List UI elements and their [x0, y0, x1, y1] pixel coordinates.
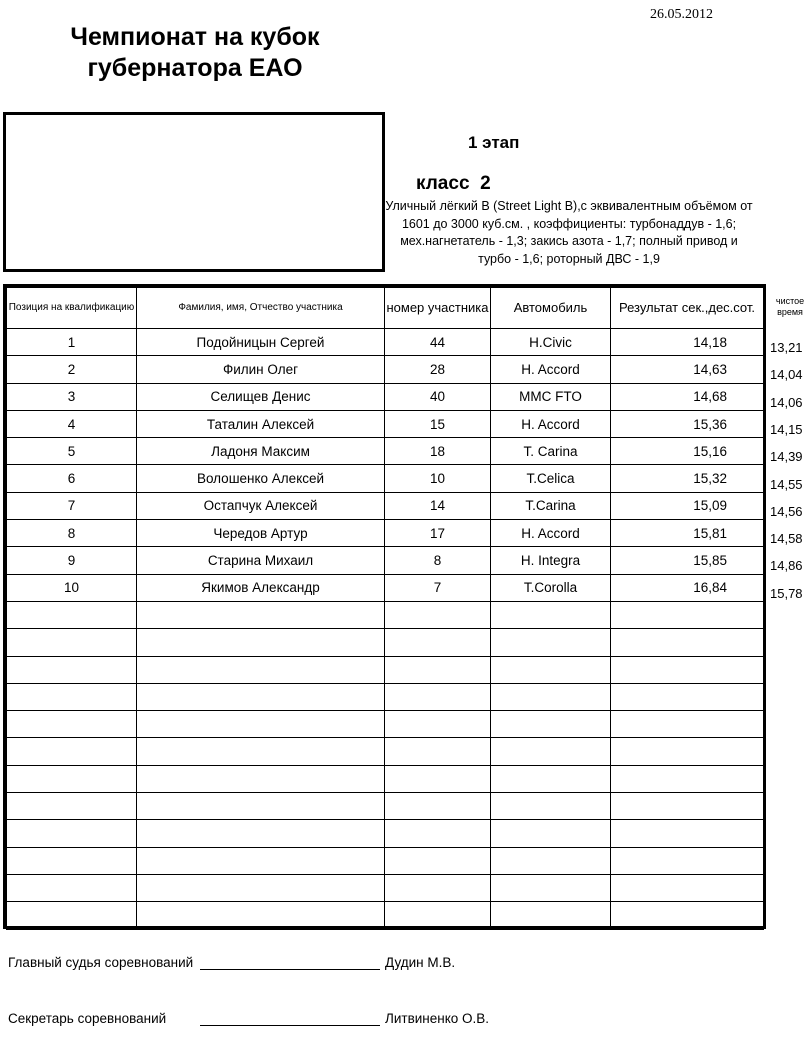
table-row	[7, 465, 764, 492]
table-row	[7, 574, 764, 601]
cell-empty	[611, 847, 764, 874]
table-body	[7, 329, 764, 930]
cell-empty	[611, 902, 764, 929]
cell-empty	[137, 711, 385, 738]
stage-label: 1 этап	[468, 133, 520, 152]
cell-position: 8	[7, 520, 137, 547]
cell-number: 40	[385, 383, 491, 410]
cell-empty	[137, 738, 385, 765]
cell-number: 10	[385, 465, 491, 492]
class-label: класс	[416, 173, 470, 194]
cell-result: 15,36	[611, 410, 764, 437]
clean-time-value: 14,86	[770, 558, 803, 574]
header-result: Результат сек.,дес.сот.	[611, 288, 764, 329]
table-row-empty	[7, 847, 764, 874]
table-row-empty	[7, 902, 764, 929]
cell-empty	[491, 902, 611, 929]
cell-car: H. Accord	[491, 356, 611, 383]
cell-name: Таталин Алексей	[137, 410, 385, 437]
header-position: Позиция на квалификацию	[7, 288, 137, 329]
cell-empty	[611, 793, 764, 820]
cell-empty	[491, 629, 611, 656]
cell-result: 15,32	[611, 465, 764, 492]
results-table	[6, 287, 764, 930]
cell-number: 15	[385, 410, 491, 437]
cell-empty	[611, 601, 764, 628]
cell-position: 5	[7, 438, 137, 465]
cell-empty	[7, 683, 137, 710]
cell-empty	[385, 847, 491, 874]
cell-result: 15,85	[611, 547, 764, 574]
clean-time-value: 14,04	[770, 367, 803, 383]
clean-time-value: 13,21	[770, 340, 803, 355]
table-row	[7, 492, 764, 519]
cell-position: 2	[7, 356, 137, 383]
cell-number: 44	[385, 329, 491, 356]
cell-result: 15,09	[611, 492, 764, 519]
cell-empty	[491, 765, 611, 792]
cell-empty	[385, 874, 491, 901]
cell-empty	[385, 683, 491, 710]
cell-empty	[137, 793, 385, 820]
cell-car: H. Accord	[491, 520, 611, 547]
cell-position: 3	[7, 383, 137, 410]
cell-result: 15,16	[611, 438, 764, 465]
cell-car: H. Accord	[491, 410, 611, 437]
clean-time-value: 14,55	[770, 476, 803, 492]
cell-empty	[137, 847, 385, 874]
cell-name: Остапчук Алексей	[137, 492, 385, 519]
cell-empty	[385, 629, 491, 656]
cell-result: 14,63	[611, 356, 764, 383]
table-row	[7, 383, 764, 410]
table-row	[7, 438, 764, 465]
table-row-empty	[7, 820, 764, 847]
cell-car: MMC FTO	[491, 383, 611, 410]
logo-placeholder-box	[3, 112, 385, 272]
clean-time-header: чистое время	[775, 296, 805, 317]
cell-empty	[611, 765, 764, 792]
cell-empty	[137, 629, 385, 656]
header-car: Автомобиль	[491, 288, 611, 329]
table-row	[7, 356, 764, 383]
cell-empty	[611, 874, 764, 901]
cell-empty	[491, 820, 611, 847]
table-row-empty	[7, 683, 764, 710]
cell-car: T. Carina	[491, 438, 611, 465]
cell-empty	[491, 601, 611, 628]
cell-number: 28	[385, 356, 491, 383]
cell-empty	[385, 656, 491, 683]
cell-empty	[137, 656, 385, 683]
cell-empty	[7, 711, 137, 738]
cell-position: 10	[7, 574, 137, 601]
results-table-frame	[3, 284, 766, 929]
cell-empty	[491, 793, 611, 820]
table-row-empty	[7, 629, 764, 656]
table-row-empty	[7, 874, 764, 901]
cell-empty	[7, 738, 137, 765]
secretary-name: Литвиненко О.В.	[385, 1011, 490, 1026]
cell-empty	[137, 765, 385, 792]
cell-result: 16,84	[611, 574, 764, 601]
cell-result: 15,81	[611, 520, 764, 547]
table-row-empty	[7, 765, 764, 792]
cell-car: T.Corolla	[491, 574, 611, 601]
cell-result: 14,68	[611, 383, 764, 410]
cell-name: Подойницын Сергей	[137, 329, 385, 356]
table-row	[7, 329, 764, 356]
cell-empty	[611, 711, 764, 738]
cell-car: T.Carina	[491, 492, 611, 519]
clean-time-value: 14,58	[770, 531, 803, 547]
header-name: Фамилия, имя, Отчество участника	[137, 288, 385, 329]
cell-empty	[385, 711, 491, 738]
cell-name: Якимов Александр	[137, 574, 385, 601]
cell-result: 14,18	[611, 329, 764, 356]
class-number: 2	[480, 173, 491, 194]
cell-empty	[7, 820, 137, 847]
chief-judge-label: Главный судья соревнований	[8, 955, 194, 970]
cell-number: 8	[385, 547, 491, 574]
cell-car: H.Civic	[491, 329, 611, 356]
cell-empty	[7, 874, 137, 901]
class-description: Уличный лёгкий В (Street Light B),с эквивалентным объёмом от 1601 до 3000 куб.см. , коэффициенты: турбонаддув - 1,6; мех.нагнетатель - 1,3; закись азота - 1,7; полный привод и турбо - 1,6; роторный ДВС - 1,9	[385, 199, 753, 266]
table-row-empty	[7, 738, 764, 765]
clean-time-value: 14,56	[770, 503, 803, 519]
header-number: номер участника	[385, 288, 491, 329]
cell-empty	[491, 656, 611, 683]
cell-car: H. Integra	[491, 547, 611, 574]
cell-empty	[7, 902, 137, 929]
table-row	[7, 547, 764, 574]
clean-time-value: 14,15	[770, 421, 803, 437]
cell-empty	[611, 629, 764, 656]
cell-number: 17	[385, 520, 491, 547]
cell-empty	[491, 847, 611, 874]
cell-empty	[491, 683, 611, 710]
class-heading	[416, 173, 491, 195]
cell-empty	[7, 629, 137, 656]
cell-position: 4	[7, 410, 137, 437]
cell-empty	[7, 847, 137, 874]
secretary-label: Секретарь соревнований	[8, 1011, 167, 1026]
cell-empty	[611, 656, 764, 683]
cell-name: Филин Олег	[137, 356, 385, 383]
table-row	[7, 410, 764, 437]
cell-number: 7	[385, 574, 491, 601]
cell-position: 9	[7, 547, 137, 574]
cell-empty	[385, 601, 491, 628]
cell-empty	[491, 874, 611, 901]
cell-name: Селищев Денис	[137, 383, 385, 410]
cell-number: 18	[385, 438, 491, 465]
cell-empty	[137, 683, 385, 710]
document-title: Чемпионат на кубок губернатора ЕАО	[70, 23, 320, 82]
secretary-signature-line	[200, 1025, 380, 1026]
cell-empty	[611, 738, 764, 765]
cell-empty	[611, 820, 764, 847]
cell-empty	[7, 793, 137, 820]
cell-empty	[7, 765, 137, 792]
cell-empty	[137, 820, 385, 847]
cell-empty	[385, 765, 491, 792]
table-row	[7, 520, 764, 547]
clean-time-value: 14,39	[770, 449, 803, 465]
clean-time-value: 14,06	[770, 394, 803, 410]
document-date: 26.05.2012	[650, 7, 713, 22]
clean-time-value: 15,78	[770, 585, 803, 601]
cell-empty	[491, 738, 611, 765]
table-row-empty	[7, 656, 764, 683]
cell-empty	[385, 738, 491, 765]
cell-empty	[7, 601, 137, 628]
cell-position: 7	[7, 492, 137, 519]
chief-judge-signature-line	[200, 969, 380, 970]
chief-judge-name: Дудин М.В.	[385, 955, 456, 970]
cell-position: 6	[7, 465, 137, 492]
cell-number: 14	[385, 492, 491, 519]
cell-empty	[611, 683, 764, 710]
cell-empty	[137, 902, 385, 929]
cell-empty	[137, 601, 385, 628]
cell-empty	[385, 902, 491, 929]
cell-name: Старина Михаил	[137, 547, 385, 574]
cell-empty	[385, 820, 491, 847]
cell-empty	[491, 711, 611, 738]
table-header-row	[7, 288, 764, 329]
cell-position: 1	[7, 329, 137, 356]
cell-name: Чередов Артур	[137, 520, 385, 547]
table-row-empty	[7, 793, 764, 820]
cell-empty	[7, 656, 137, 683]
cell-name: Ладоня Максим	[137, 438, 385, 465]
table-row-empty	[7, 601, 764, 628]
cell-empty	[137, 874, 385, 901]
cell-name: Волошенко Алексей	[137, 465, 385, 492]
cell-empty	[385, 793, 491, 820]
table-row-empty	[7, 711, 764, 738]
cell-car: T.Celica	[491, 465, 611, 492]
